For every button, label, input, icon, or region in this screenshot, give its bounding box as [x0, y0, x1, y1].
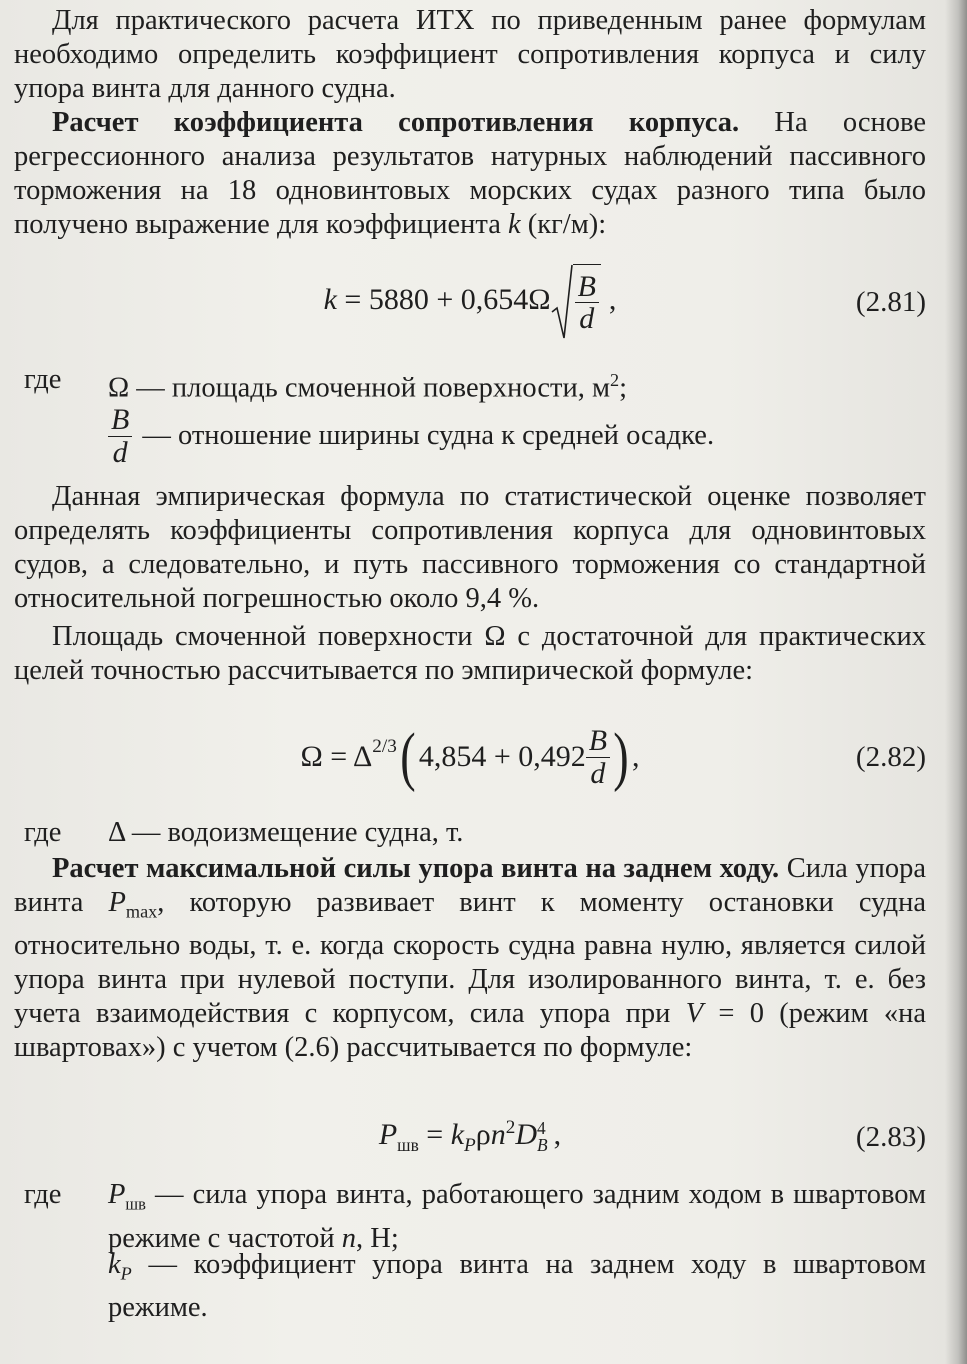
- eq281-sqrt: [551, 264, 601, 340]
- legend-omega: где Ω — площадь смоченной поверхности, $м^2$;: [24, 364, 628, 404]
- var-k: k: [507, 209, 521, 240]
- equation-2-81: k = 5880 + 0,654Ω $\frac{B}{d}$ , (2.81): [14, 262, 926, 342]
- eq281-lhs: k: [323, 282, 337, 316]
- paragraph-hull-resistance: [14, 106, 926, 242]
- unit-text: (кг/м):: [527, 209, 607, 240]
- left-paren: (: [400, 720, 416, 793]
- legend-b-over-d: $\frac{B}{d}$ — отношение ширины судна к средней осадке.: [14, 404, 926, 480]
- equation-number-2-81: (2.81): [855, 285, 926, 318]
- section-heading-hull-resistance: Расчет коэффициента сопротивления корпуса.: [52, 107, 740, 138]
- equation-number-2-82: (2.82): [855, 740, 926, 773]
- paragraph-max-thrust: Расчет максимальной силы упора винта на заднем ходу. Сила упора винта $P_{max}$, которую развивает винт к моменту остановки судна относительно воды, т. е. когда скорость судна равна нулю, является силой упора винта при нулевой поступи. Для изолированного винта, т. е. без учета взаимодействия с корпусом, сила упора при V = 0 (режим «на швартовах») с учетом (2.6) рассчитывается по формуле:: [14, 853, 927, 1063]
- equation-2-83: $P_{шв} = k_P\rho n^2D$ 4 B , (2.83): [378, 1117, 926, 1156]
- eq282-fraction: $\frac{B}{d}$: [586, 725, 610, 789]
- equation-2-82: Ω = Δ $^{2/3}$ ( 4,854 + 0,492 $\frac{B}{d}$ ) , (2.82): [300, 720, 926, 793]
- radical-sign: [551, 264, 573, 340]
- paragraph-wetted-surface: Площадь смоченной поверхности Ω с достаточной для практических целей точностью рассчитывается по эмпирической формуле:: [14, 621, 926, 686]
- eq281-fraction: $\frac{B}{d}$: [575, 271, 599, 335]
- equation-number-2-83: (2.83): [855, 1120, 926, 1153]
- legend-delta: где Δ — водоизмещение судна, т.: [24, 817, 464, 848]
- section-heading-max-thrust: Расчет максимальной силы упора винта на заднем ходу.: [52, 853, 780, 884]
- hull-resistance-text: На основе регрессионного анализа результатов натурных наблюдений пассивного торможения на 18 одновинтовых морских судах разного типа было получено выражение для коэффициента: [14, 107, 926, 240]
- legend-p-shv: где $P_{шв}$ — сила упора винта, работающего задним ходом в швартовом режиме с частотой n, Н;: [24, 1179, 926, 1254]
- book-spine-shadow: [945, 0, 967, 1364]
- paragraph-formula-accuracy: Данная эмпирическая формула по статистической оценке позволяет определять коэффициенты сопротивления корпуса для одновинтовых судов, а следовательно, и путь пассивного торможения со стандартной относительной погрешностью около 9,4 %.: [14, 481, 926, 614]
- where-label: где: [24, 364, 62, 395]
- legend-kp: $k_P$ — коэффициент упора винта на заднем ходу в швартовом режиме.: [108, 1249, 926, 1323]
- b-over-d-fraction: $\frac{B}{d}$: [108, 404, 132, 468]
- paragraph-intro: Для практического расчета ИТХ по приведенным ранее формулам необходимо определить коэффициент сопротивления корпуса и силу упора винта для данного судна.: [14, 5, 926, 104]
- eq281-mid: = 5880 + 0,654Ω: [336, 282, 551, 316]
- right-paren: ): [613, 720, 629, 793]
